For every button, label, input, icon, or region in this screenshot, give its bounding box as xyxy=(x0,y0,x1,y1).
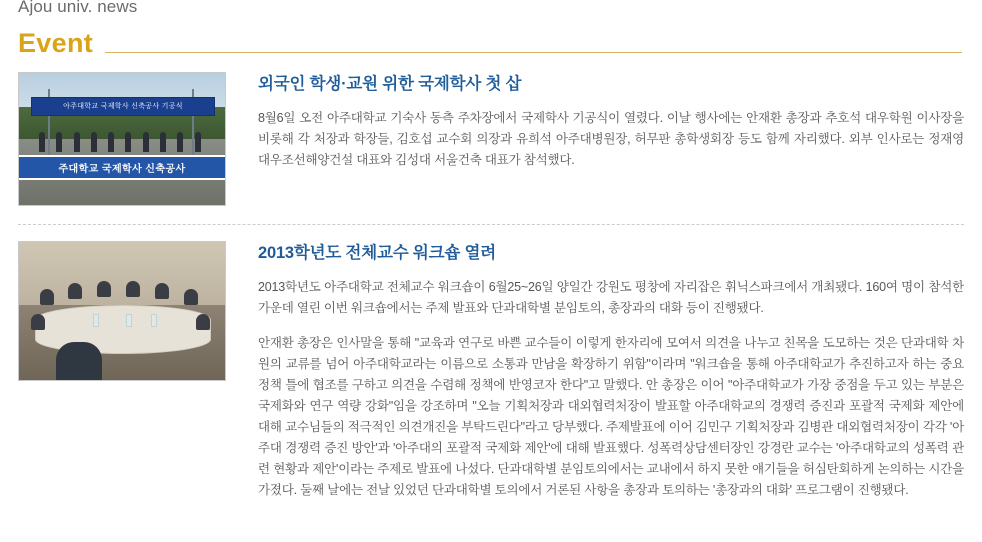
article-item[interactable] xyxy=(18,241,964,501)
photo-banner-main: 주대학교 국제학사 신축공사 xyxy=(18,155,226,180)
article-thumbnail[interactable] xyxy=(18,241,226,381)
page-title: Event xyxy=(18,28,105,58)
photo-foreground-person xyxy=(56,342,102,381)
article-paragraph: 2013학년도 아주대학교 전체교수 워크숍이 6월25~26일 양일간 강원도 평창에 자리잡은 휘닉스파크에서 개최됐다. 160여 명이 참석한 가운데 열린 이번 워크숍에서는 주제 발표와 단과대학별 분임토의, 총장과의 대화 등이 진행됐다. xyxy=(258,280,964,315)
article-separator xyxy=(18,224,964,225)
article-paragraph: 8월6일 오전 아주대학교 기숙사 동측 주차장에서 국제학사 기공식이 열렸다. 이날 행사에는 안재환 총장과 추호석 대우학원 이사장을 비롯해 각 처장과 학장들, 김호섭 교수회 의장과 유희석 아주대병원장, 허무판 총학생회장 등도 함께 자리했다. 외부 인사로는 정재영 대우조선해양건설 대표와 김성대 서울건축 대표가 참석했다. xyxy=(258,111,964,167)
article-body xyxy=(226,72,964,171)
article-paragraph: 안재환 총장은 인사말을 통해 "교육과 연구로 바쁜 교수들이 이렇게 한자리에 모여서 의견을 나누고 친목을 도모하는 것은 단과대학 차원의 교류를 넘어 아주대학교라는 이름으로 소통과 만남을 확장하기 위함"이라며 "워크숍을 통해 아주대학교가 추진하고자 하는 중요 정책 틀에 협조를 구하고 의견을 수렴해 정책에 반영코자 한다"고 말했다. 안 총장은 이어 "아주대학교가 가장 중점을 두고 있는 부분은 국제화와 연구 역량 강화"임을 강조하며 "오늘 기획처장과 대외협력처장이 발표할 아주대학교의 경쟁력 증진과 포괄적 국제화 제안에 대해 교수님들의 적극적인 의견개진을 부탁드린다"라고 당부했다. 주제발표에 이어 김민구 기획처장과 김병관 대외협력처장이 각각 '아주대 경쟁력 증진 방안'과 '아주대의 포괄적 국제화 제안'에 대해 발표했다. 성폭력상담센터장인 강경란 교수는 '아주대학교의 성폭력 관련 현황과 제안'이라는 주제로 발표에 나섰다. 단과대학별 분임토의에서는 교내에서 하지 못한 얘기들을 허심탄회하게 논의하는 시간을 가졌다. 둘째 날에는 전날 있었던 단과대학별 토의에서 거론된 사항을 총장과 토의하는 '총장과의 대화' 프로그램이 진행됐다. xyxy=(258,336,964,497)
article-headline[interactable]: 2013학년도 전체교수 워크숍 열려 xyxy=(258,244,496,262)
photo-people-group xyxy=(35,123,208,152)
article-body xyxy=(226,241,964,501)
article-item[interactable] xyxy=(18,72,964,206)
article-list xyxy=(18,72,964,501)
article-headline[interactable]: 외국인 학생·교원 위한 국제학사 첫 삽 xyxy=(258,75,522,93)
section-divider-rule xyxy=(18,52,962,53)
site-label: Ajou univ. news xyxy=(18,0,138,16)
section-header xyxy=(18,28,962,62)
article-thumbnail[interactable] xyxy=(18,72,226,206)
photo-banner-top: 아주대학교 국제학사 신축공사 기공식 xyxy=(31,97,214,116)
